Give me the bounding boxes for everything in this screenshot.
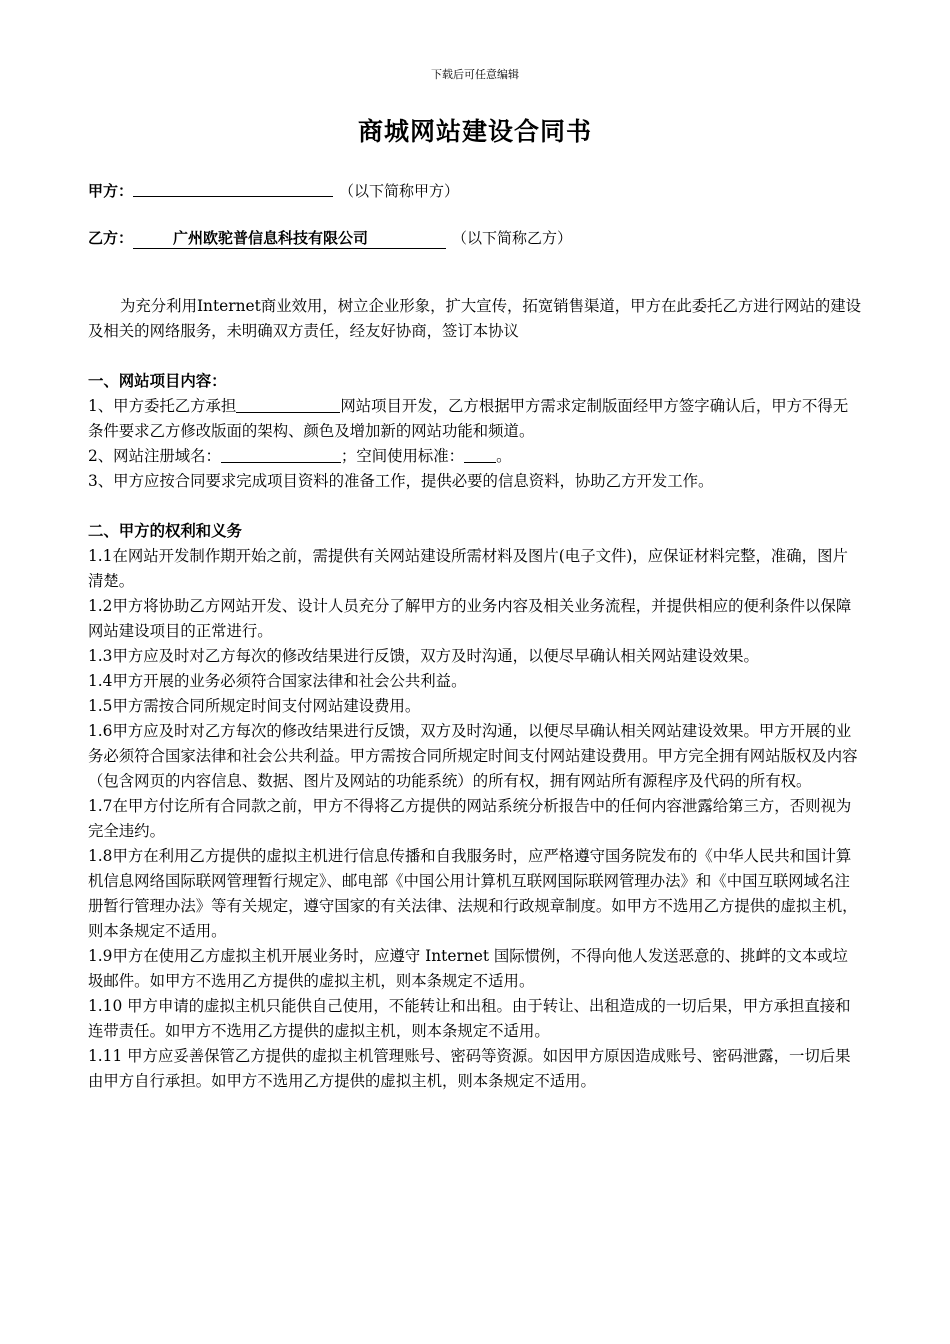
domain-blank	[221, 446, 341, 463]
section2-item: 1.11 甲方应妥善保管乙方提供的虚拟主机管理账号、密码等资源。如因甲方原因造成账号、密码泄露，一切后果由甲方自行承担。如甲方不选用乙方提供的虚拟主机，则本条规定不适用。	[88, 1047, 851, 1090]
section1-item-1	[88, 394, 863, 444]
party-b-note: （以下简称乙方）	[452, 229, 573, 247]
header-note: 下载后可任意编辑	[431, 68, 519, 81]
section2-item: 1.6甲方应及时对乙方每次的修改结果进行反馈，双方及时沟通，以便尽早确认相关网站建设效果。甲方开展的业务必须符合国家法律和社会公共利益。甲方需按合同所规定时间支付网站建设费用。甲方完全拥有网站版权及内容（包含网页的内容信息、数据、图片及网站的功能系统）的所有权，拥有网站所有源程序及代码的所有权。	[88, 722, 858, 790]
section2-item: 1.4甲方开展的业务必须符合国家法律和社会公共利益。	[88, 672, 467, 690]
document-title: 商城网站建设合同书	[357, 117, 592, 146]
section1-heading: 一、网站项目内容：	[88, 372, 227, 390]
section2-heading: 二、甲方的权利和义务	[88, 522, 242, 540]
section2-item: 1.3甲方应及时对乙方每次的修改结果进行反馈，双方及时沟通，以便尽早确认相关网站建设效果。	[88, 647, 759, 665]
intro-paragraph: 为充分利用Internet商业效用，树立企业形象，扩大宣传，拓宽销售渠道，甲方在此委托乙方进行网站的建设及相关的网络服务，未明确双方责任，经友好协商，签订本协议	[88, 297, 862, 340]
item2-mid-text: ；空间使用标准：	[340, 447, 465, 465]
section2-item: 1.10 甲方申请的虚拟主机只能供自己使用，不能转让和出租。由于转让、出租造成的一切后果，甲方承担直接和连带责任。如甲方不选用乙方提供的虚拟主机，则本条规定不适用。	[88, 997, 851, 1040]
project-name-blank	[236, 396, 340, 413]
party-a-label: 甲方：	[88, 182, 134, 200]
section2-item: 1.2甲方将协助乙方网站开发、设计人员充分了解甲方的业务内容及相关业务流程，并提供相应的便利条件以保障网站建设项目的正常进行。	[88, 597, 852, 640]
party-b-line	[88, 227, 572, 249]
party-b-name: 广州欧驼普信息科技有限公司	[133, 227, 446, 249]
party-a-note: （以下简称甲方）	[339, 182, 460, 200]
section2-item: 1.5甲方需按合同所规定时间支付网站建设费用。	[88, 697, 421, 715]
section2-item: 1.1在网站开发制作期开始之前，需提供有关网站建设所需材料及图片(电子文件)，应保证材料完整，准确，图片清楚。	[88, 547, 848, 590]
section1-item-2	[88, 444, 863, 469]
item2-end-text: 。	[496, 447, 512, 465]
space-standard-blank	[464, 446, 496, 463]
party-b-label: 乙方：	[88, 229, 134, 247]
section2-item: 1.9甲方在使用乙方虚拟主机开展业务时，应遵守 Internet 国际惯例，不得向他人发送恶意的、挑衅的文本或垃圾邮件。如甲方不选用乙方提供的虚拟主机，则本条规定不适用。	[88, 947, 848, 990]
party-a-blank	[133, 182, 333, 197]
item2-before-text: 2、网站注册域名：	[88, 447, 221, 465]
item1-before-text: 1、甲方委托乙方承担	[88, 397, 237, 415]
party-a-line	[88, 180, 459, 201]
item1-after-text: 网站项目开发，乙方根据甲方需求定制版面经甲方签字确认后，甲方不得无条件要求乙方修改版面的架构、颜色及增加新的网站功能和频道。	[88, 397, 849, 440]
section2-item: 1.8甲方在利用乙方提供的虚拟主机进行信息传播和自我服务时，应严格遵守国务院发布的《中华人民共和国计算机信息网络国际联网管理暂行规定》、邮电部《中国公用计算机互联网国际联网管理办法》和《中国互联网域名注册暂行管理办法》等有关规定，遵守国家的有关法律、法规和行政规章制度。如甲方不选用乙方提供的虚拟主机，则本条规定不适用。	[88, 847, 858, 940]
section2-item: 1.7在甲方付讫所有合同款之前，甲方不得将乙方提供的网站系统分析报告中的任何内容泄露给第三方，否则视为完全违约。	[88, 797, 852, 840]
section1-item-3: 3、甲方应按合同要求完成项目资料的准备工作，提供必要的信息资料，协助乙方开发工作。	[88, 472, 714, 490]
contract-body	[88, 294, 863, 1094]
